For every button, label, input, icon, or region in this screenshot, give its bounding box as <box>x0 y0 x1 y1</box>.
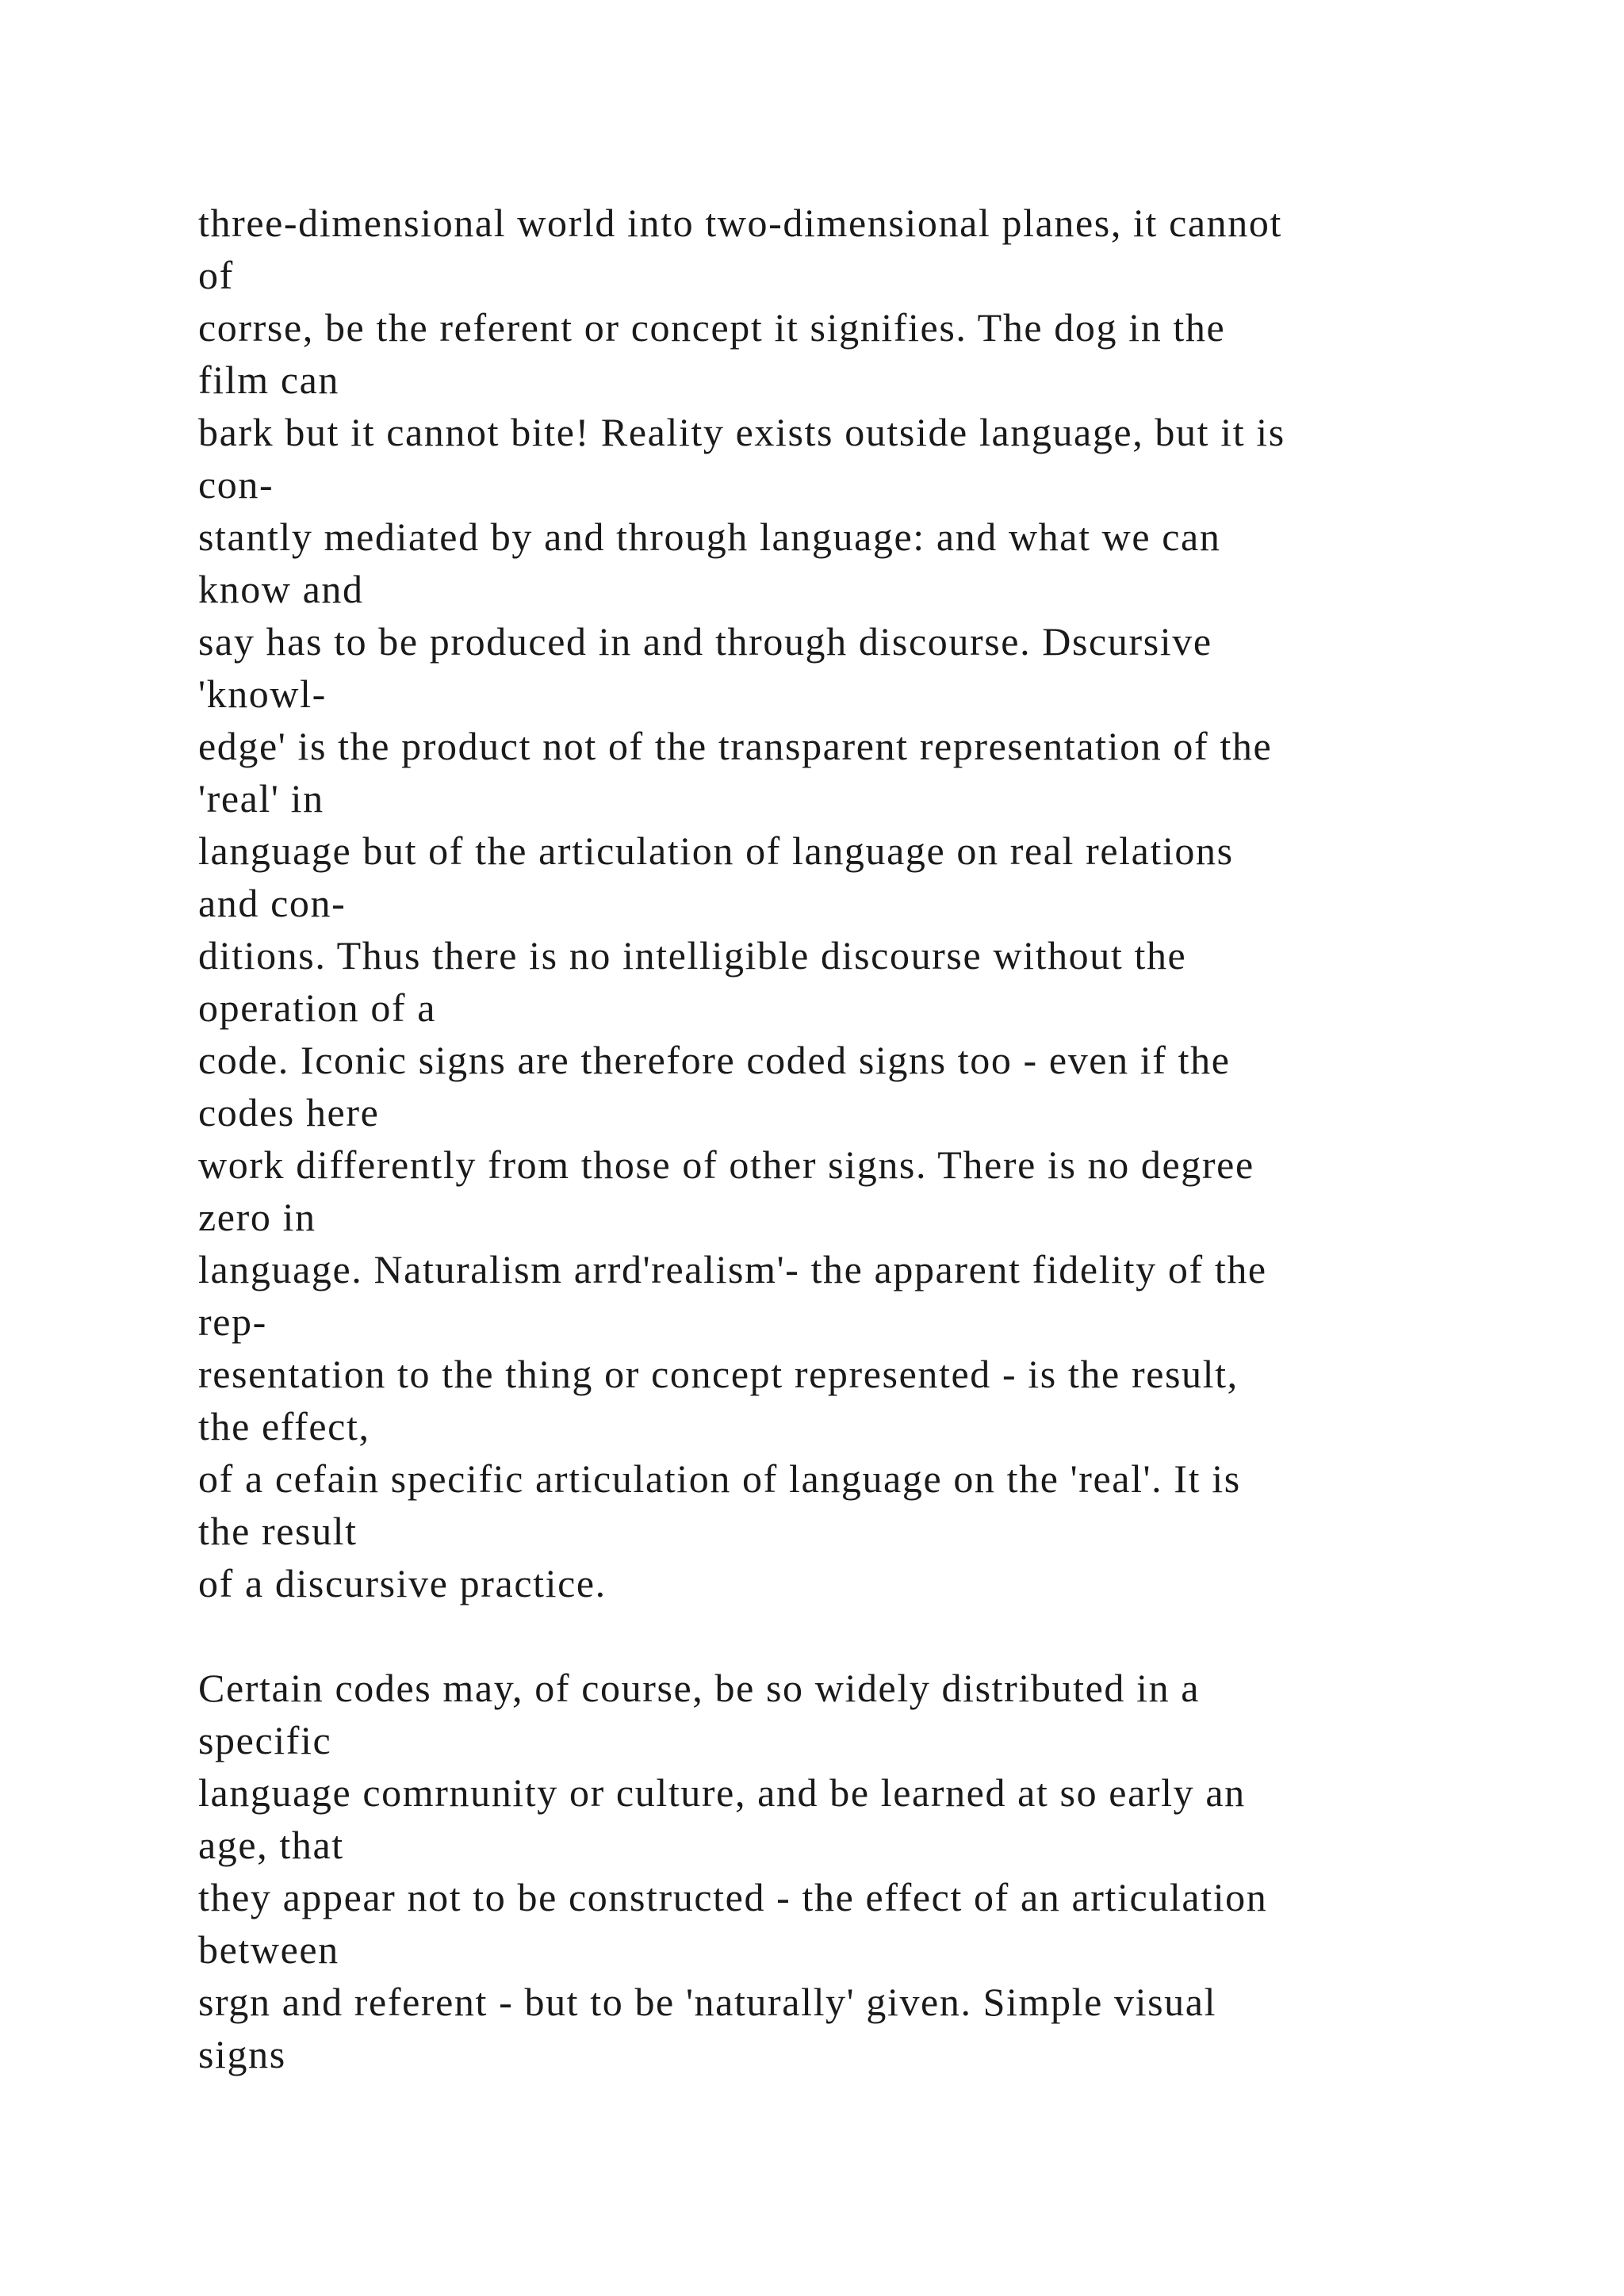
text-line: resentation to the thing or concept represented - is the result, <box>198 1352 1239 1396</box>
text-line: of <box>198 253 234 297</box>
text-line: language. Naturalism arrd'realism'- the apparent fidelity of the <box>198 1247 1267 1292</box>
text-line: signs <box>198 2032 286 2076</box>
paragraph-gap <box>198 1609 1435 1662</box>
text-line: 'knowl- <box>198 672 327 716</box>
text-line: and con- <box>198 881 347 925</box>
text-line: say has to be produced in and through discourse. Dscursive <box>198 619 1212 664</box>
text-line: age, that <box>198 1823 344 1867</box>
text-line: specific <box>198 1718 332 1762</box>
text-line: bark but it cannot bite! Reality exists outside language, but it is <box>198 410 1285 454</box>
text-line: they appear not to be constructed - the effect of an articulation <box>198 1875 1268 1919</box>
text-line: Certain codes may, of course, be so widely distributed in a <box>198 1666 1201 1710</box>
text-line: srgn and referent - but to be 'naturally' given. Simple visual <box>198 1980 1217 2024</box>
text-line: corrse, be the referent or concept it signifies. The dog in the <box>198 305 1226 350</box>
text-line: the result <box>198 1509 358 1553</box>
text-line: ditions. Thus there is no intelligible discourse without the <box>198 933 1187 978</box>
text-line: operation of a <box>198 985 437 1030</box>
text-line: film can <box>198 358 340 402</box>
text-line: edge' is the product not of the transparent representation of the <box>198 724 1273 768</box>
text-line: language comrnunity or culture, and be learned at so early an <box>198 1770 1246 1815</box>
text-line: of a cefain specific articulation of language on the 'real'. It is <box>198 1456 1241 1501</box>
paragraph-2 <box>198 1662 1435 2080</box>
text-line: the effect, <box>198 1404 370 1448</box>
text-line: con- <box>198 462 274 507</box>
paragraph-1 <box>198 197 1435 1609</box>
document-text <box>198 197 1435 2080</box>
text-line: 'real' in <box>198 776 324 821</box>
text-line: stantly mediated by and through language: and what we can <box>198 515 1221 559</box>
text-line: rep- <box>198 1299 267 1344</box>
text-line: between <box>198 1927 339 1972</box>
text-line: three-dimensional world into two-dimensional planes, it cannot <box>198 201 1282 245</box>
text-line: of a discursive practice. <box>198 1561 607 1605</box>
text-line: codes here <box>198 1090 380 1135</box>
text-line: zero in <box>198 1195 316 1239</box>
text-line: language but of the articulation of language on real relations <box>198 828 1234 873</box>
text-line: work differently from those of other signs. There is no degree <box>198 1142 1254 1187</box>
text-line: code. Iconic signs are therefore coded signs too - even if the <box>198 1038 1231 1082</box>
text-line: know and <box>198 567 364 611</box>
